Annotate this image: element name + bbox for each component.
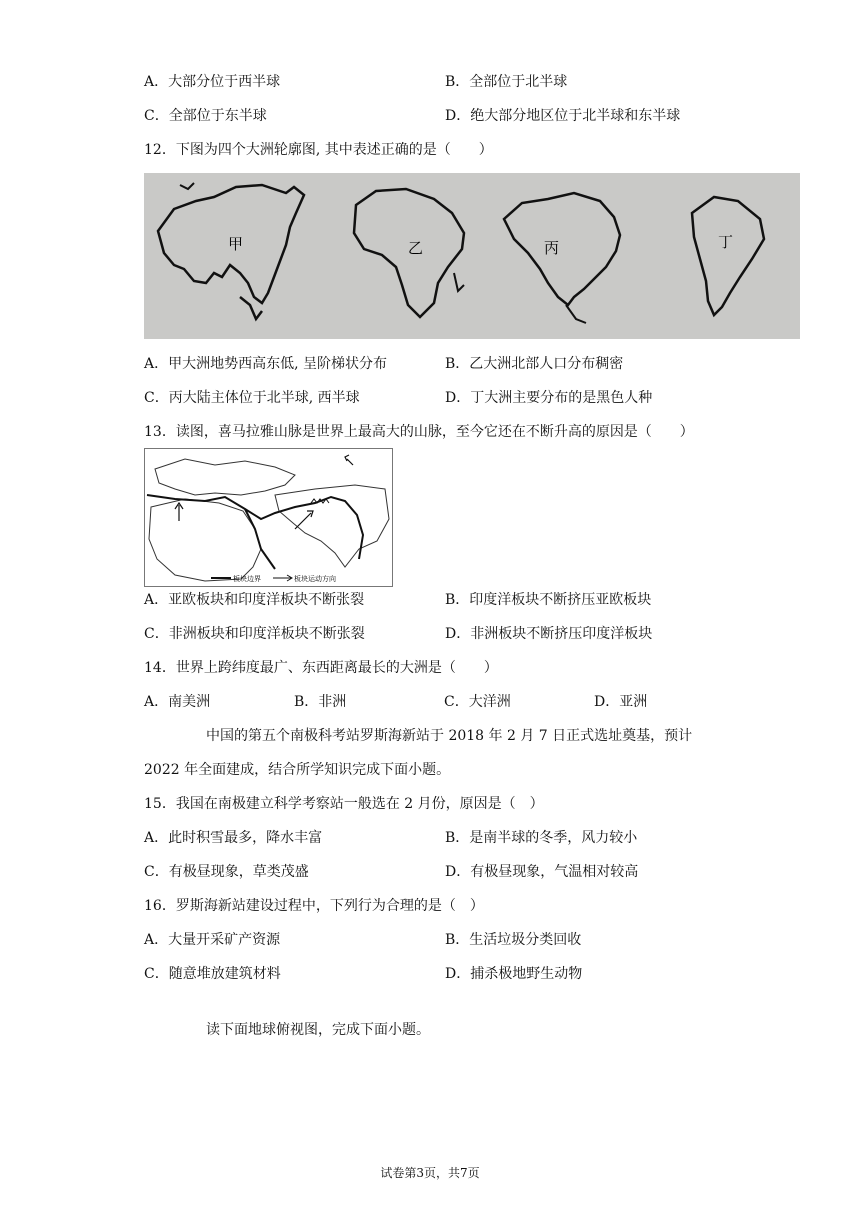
q14-option-c: C．大洋洲 (444, 694, 511, 710)
q14-option-b: B．非洲 (294, 694, 347, 710)
q13-option-d: D．非洲板块不断挤压印度洋板块 (445, 626, 653, 642)
passage1-line2: 2022 年全面建成，结合所学知识完成下面小题。 (144, 762, 451, 778)
passage1-line1: 中国的第五个南极科考站罗斯海新站于 2018 年 2 月 7 日正式选址奠基，预计 (206, 728, 693, 744)
q15-option-c: C．有极昼现象，草类茂盛 (144, 864, 309, 880)
continent-ding-outline (692, 197, 764, 315)
legend-direction: 板块运动方向 (294, 575, 336, 583)
q12-option-c: C．丙大陆主体位于北半球, 西半球 (144, 390, 360, 406)
continents-outline-figure (144, 173, 800, 339)
passage2: 读下面地球俯视图，完成下面小题。 (206, 1022, 430, 1038)
q14-option-a: A．南美洲 (144, 694, 211, 710)
label-ding: 丁 (718, 233, 734, 251)
q12-stem: 12．下图为四个大洲轮廓图, 其中表述正确的是（ ） (144, 142, 493, 158)
plate-map-svg (145, 449, 392, 586)
legend-boundary: 板块边界 (233, 575, 261, 583)
q16-option-c: C．随意堆放建筑材料 (144, 966, 281, 982)
q14-option-d: D．亚洲 (594, 694, 648, 710)
q12-option-b: B．乙大洲北部人口分布稠密 (445, 356, 624, 372)
q11-option-a: A．大部分位于西半球 (144, 74, 281, 90)
africa-land (149, 499, 261, 581)
q13-option-a: A．亚欧板块和印度洋板块不断张裂 (144, 592, 365, 608)
q15-option-a: A．此时积雪最多，降水丰富 (144, 830, 323, 846)
plate-boundary-map (144, 448, 393, 587)
q13-option-b: B．印度洋板块不断挤压亚欧板块 (445, 592, 652, 608)
q12-option-a: A．甲大洲地势西高东低, 呈阶梯状分布 (144, 356, 388, 372)
q15-option-b: B．是南半球的冬季，风力较小 (445, 830, 638, 846)
q16-option-a: A．大量开采矿产资源 (144, 932, 281, 948)
q14-stem: 14．世界上跨纬度最广、东西距离最长的大洲是（ ） (144, 660, 498, 676)
q16-option-d: D．捕杀极地野生动物 (445, 966, 583, 982)
label-bing: 丙 (544, 239, 560, 257)
q13-stem: 13．读图，喜马拉雅山脉是世界上最高大的山脉，至今它还在不断升高的原因是（ ） (144, 424, 694, 440)
label-jia: 甲 (228, 235, 244, 253)
q15-option-d: D．有极昼现象，气温相对较高 (445, 864, 639, 880)
q11-option-c: C．全部位于东半球 (144, 108, 267, 124)
q13-option-c: C．非洲板块和印度洋板块不断张裂 (144, 626, 365, 642)
page-footer: 试卷第3页，共7页 (380, 1166, 480, 1180)
q16-stem: 16．罗斯海新站建设过程中，下列行为合理的是（ ） (144, 898, 484, 914)
q15-stem: 15．我国在南极建立科学考察站一般选在 2 月份，原因是（ ） (144, 796, 544, 812)
continents-svg (144, 173, 800, 339)
q11-option-b: B．全部位于北半球 (445, 74, 568, 90)
q12-option-d: D．丁大洲主要分布的是黑色人种 (445, 390, 653, 406)
q11-option-d: D．绝大部分地区位于北半球和东半球 (445, 108, 681, 124)
continent-bing-outline (504, 193, 620, 305)
label-yi: 乙 (408, 239, 424, 257)
q16-option-b: B．生活垃圾分类回收 (445, 932, 582, 948)
europe-land (155, 459, 295, 495)
